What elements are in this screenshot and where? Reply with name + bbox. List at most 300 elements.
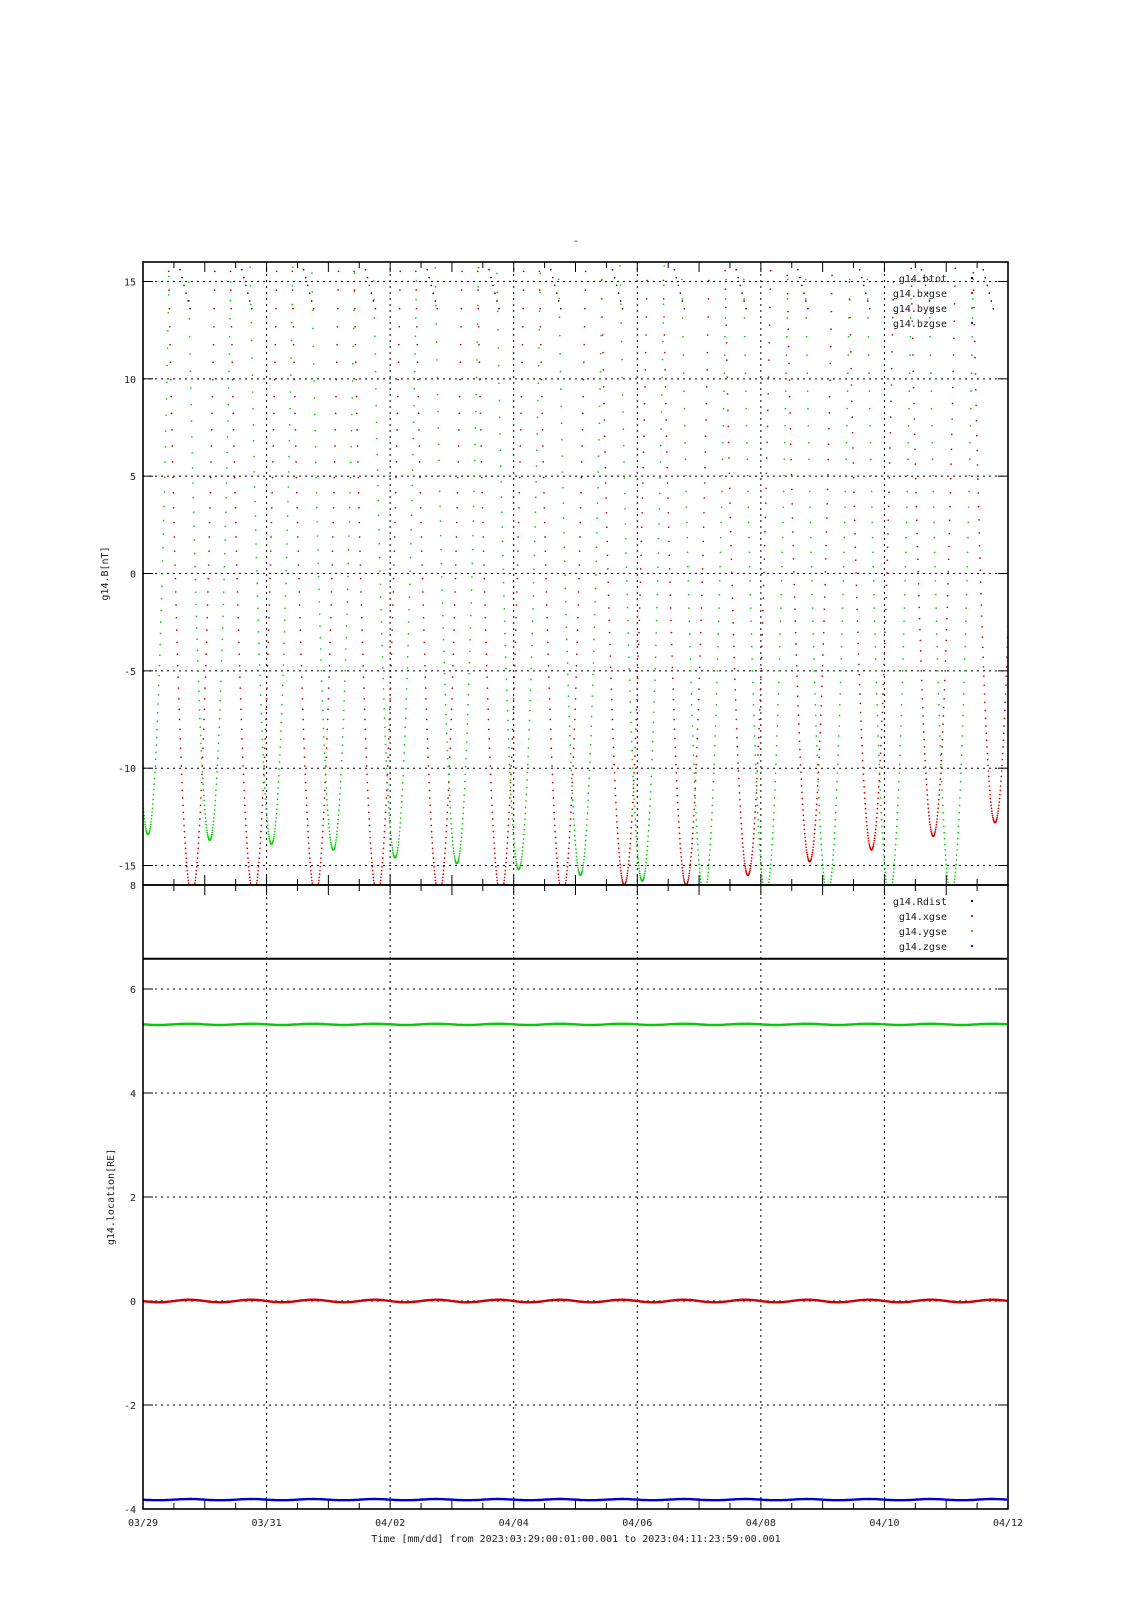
bygse-point [256,570,258,572]
bygse-point [898,789,900,791]
bygse-point [595,588,597,590]
bxgse-point [385,797,387,799]
bxgse-point [249,877,251,879]
bxgse-point [875,825,877,827]
bygse-point [203,800,205,802]
bxgse-point [325,756,327,758]
bygse-point [685,475,687,477]
bygse-point [894,859,896,861]
bygse-point [405,698,407,700]
bygse-point [228,370,230,372]
bxgse-point [868,842,870,844]
bygse-point [894,849,896,851]
bygse-point [725,279,727,281]
bxgse-point [507,837,509,839]
bxgse-point [385,811,387,813]
bxgse-point [207,578,209,580]
bxgse-point [576,665,578,667]
bygse-point [768,881,770,883]
bxgse-point [237,617,239,619]
bygse-point [151,811,153,813]
bxgse-point [231,344,233,346]
bygse-point [476,359,478,361]
bxgse-point [416,326,418,328]
bygse-point [261,713,263,715]
bygse-point [892,881,894,883]
bygse-point [329,830,331,832]
bxgse-point [612,719,614,721]
bygse-point [325,774,327,776]
bxgse-point [1016,289,1018,291]
bxgse-point [789,396,791,398]
bygse-point [165,414,167,416]
bxgse-point [801,798,803,800]
bygse-point [622,428,624,430]
bygse-point [839,704,841,706]
bygse-point [661,411,663,413]
bxgse-point [421,550,423,552]
bxgse-point [857,642,859,644]
bygse-point [335,839,337,841]
bxgse-point [791,489,793,491]
bxgse-point [546,604,548,606]
bxgse-point [947,571,949,573]
bxgse-point [642,482,644,484]
bygse-point [749,551,751,553]
bygse-point [938,704,940,706]
bxgse-point [171,413,173,415]
bxgse-point [437,893,439,895]
bxgse-point [671,644,673,646]
bxgse-point [311,880,313,882]
bxgse-point [540,344,542,346]
bygse-point [960,764,962,766]
btot-point [552,277,554,279]
bxgse-point [922,715,924,717]
bxgse-point [542,429,544,431]
bygse-point [833,844,835,846]
bxgse-point [362,641,364,643]
bxgse-point [395,492,397,494]
bxgse-point [422,578,424,580]
bxgse-point [670,620,672,622]
bxgse-point [615,808,617,810]
bxgse-point [274,361,276,363]
bxgse-point [878,792,880,794]
bxgse-point [883,684,885,686]
bxgse-point [510,765,512,767]
bygse-point [200,735,202,737]
btot-point [861,277,863,279]
bygse-point [779,633,781,635]
bxgse-point [725,306,727,308]
bxgse-point [691,848,693,850]
bxgse-point [235,507,237,509]
bygse-point [945,864,947,866]
bxgse-point [607,568,609,570]
bygse-point [443,639,445,641]
bxgse-point [168,271,170,273]
bxgse-point [866,829,868,831]
bygse-point [907,458,909,460]
bxgse-point [434,870,436,872]
btot-point [680,292,682,294]
bygse-point [205,821,207,823]
bxgse-point [270,536,272,538]
bxgse-point [729,502,731,504]
bxgse-point [181,774,183,776]
bxgse-point [925,778,927,780]
bygse-point [441,589,443,591]
bygse-point [770,859,772,861]
bxgse-point [245,818,247,820]
bxgse-point [1010,532,1012,534]
bygse-point [845,475,847,477]
bxgse-point [728,457,730,459]
bxgse-point [576,653,578,655]
bygse-point [930,372,932,374]
bygse-point [652,750,654,752]
bygse-point [534,526,536,528]
bxgse-point [1013,405,1015,407]
bygse-point [442,627,444,629]
bygse-point [628,656,630,658]
bygse-point [759,849,761,851]
bygse-point [254,486,256,488]
bygse-point [655,644,657,646]
bxgse-point [984,693,986,695]
bygse-point [444,673,446,675]
bxgse-point [394,536,396,538]
bxgse-point [264,747,266,749]
bxgse-point [551,765,553,767]
bxgse-point [614,787,616,789]
btot-point [865,292,867,294]
bxgse-point [759,699,761,701]
bxgse-point [170,361,172,363]
bygse-point [625,552,627,554]
bygse-point [634,812,636,814]
bygse-point [958,812,960,814]
bygse-point [563,546,565,548]
bygse-point [898,772,900,774]
bxgse-point [978,506,980,508]
bygse-point [750,607,752,609]
bxgse-point [434,873,436,875]
bxgse-point [698,688,700,690]
bygse-point [884,864,886,866]
bxgse-point [799,756,801,758]
bygse-point [747,475,749,477]
bygse-point [532,621,534,623]
bxgse-point [887,533,889,535]
bxgse-point [545,550,547,552]
bxgse-point [444,853,446,855]
bxgse-point [938,799,940,801]
bxgse-point [316,893,318,895]
bxgse-point [817,778,819,780]
bygse-point [595,561,597,563]
bxgse-point [921,689,923,691]
bygse-point [593,651,595,653]
bxgse-point [769,324,771,326]
btot-point [990,300,992,302]
bygse-point [762,881,764,883]
bygse-point [268,831,270,833]
bxgse-point [571,782,573,784]
bxgse-point [307,831,309,833]
bxgse-point [635,738,637,740]
bygse-point [745,408,747,410]
btot-point [805,300,807,302]
bygse-point [769,875,771,877]
bygse-point [896,819,898,821]
bxgse-point [396,445,398,447]
bxgse-point [814,824,816,826]
bygse-point [409,570,411,572]
bxgse-point [322,831,324,833]
bygse-point [753,704,755,706]
bygse-point [964,658,966,660]
bygse-point [190,387,192,389]
btot-point [614,277,616,279]
bxgse-point [827,489,829,491]
bygse-point [663,284,665,286]
bxgse-point [791,503,793,505]
bygse-point [530,668,532,670]
bygse-point [258,653,260,655]
bxgse-point [335,413,337,415]
bxgse-point [975,405,977,407]
bygse-point [780,620,782,622]
bygse-point [692,735,694,737]
bxgse-point [742,842,744,844]
bygse-point [315,446,317,448]
bygse-point [527,756,529,758]
bygse-point [629,690,631,692]
bygse-point [222,616,224,618]
bxgse-point [447,797,449,799]
bxgse-point [691,843,693,845]
bygse-point [504,621,506,623]
bygse-point [275,817,277,819]
bxgse-point [395,507,397,509]
bxgse-point [332,536,334,538]
bygse-point [709,849,711,851]
bygse-point [721,506,723,508]
bygse-point [316,507,318,509]
bxgse-point [880,737,882,739]
bygse-point [220,690,222,692]
bxgse-point [674,747,676,749]
bygse-point [577,867,579,869]
bxgse-point [789,412,791,414]
bxgse-point [922,707,924,709]
bygse-point [784,425,786,427]
bxgse-point [397,379,399,381]
bxgse-point [371,866,373,868]
bxgse-point [364,728,366,730]
bygse-point [438,460,440,462]
bygse-point [763,888,765,890]
bygse-point [885,875,887,877]
bygse-point [291,304,293,306]
bxgse-point [572,765,574,767]
bygse-point [138,721,140,723]
bygse-point [410,529,412,531]
bygse-point [773,812,775,814]
bygse-point [475,394,477,396]
bygse-point [338,804,340,806]
bxgse-point [496,873,498,875]
bxgse-point [858,664,860,666]
bygse-point [353,328,355,330]
bxgse-point [517,550,519,552]
bxgse-point [354,308,356,310]
bygse-point [274,828,276,830]
bxgse-point [302,708,304,710]
bxgse-point [206,641,208,643]
bygse-point [718,620,720,622]
bygse-point [399,831,401,833]
bygse-point [764,893,766,895]
bygse-point [624,477,626,479]
bygse-point [785,408,787,410]
bygse-point [468,673,470,675]
bxgse-point [876,821,878,823]
bygse-point [715,715,717,717]
bxgse-point [823,620,825,622]
bxgse-point [802,804,804,806]
bygse-point [944,849,946,851]
bygse-point [697,838,699,840]
bygse-point [930,390,932,392]
bxgse-point [637,655,639,657]
bygse-point [826,892,828,894]
bxgse-point [318,880,320,882]
bxgse-point [213,308,215,310]
bxgse-point [630,838,632,840]
bygse-point [784,442,786,444]
bygse-point [893,868,895,870]
bxgse-point [1011,506,1013,508]
bygse-point [402,789,404,791]
bygse-point [535,511,537,513]
bxgse-point [514,665,516,667]
bygse-point [834,826,836,828]
bxgse-point [804,837,806,839]
bygse-point [950,894,952,896]
bxgse-point [303,728,305,730]
bygse-point [454,857,456,859]
bygse-point [134,621,136,623]
bygse-point [507,720,509,722]
bygse-point [758,826,760,828]
bxgse-point [546,591,548,593]
bxgse-point [886,572,888,574]
bxgse-point [858,674,860,676]
bygse-point [596,517,598,519]
bxgse-point [212,396,214,398]
bxgse-point [638,644,640,646]
bxgse-point [985,725,987,727]
bxgse-point [990,805,992,807]
bxgse-point [704,467,706,469]
bygse-point [818,805,820,807]
bygse-point [693,772,695,774]
bxgse-point [427,756,429,758]
bygse-point [412,454,414,456]
bygse-point [196,638,198,640]
legend-label: g14.bxgse [892,289,947,300]
bxgse-point [318,877,320,879]
bxgse-point [681,860,683,862]
bxgse-point [265,708,267,710]
bygse-point [462,823,464,825]
bygse-point [340,774,342,776]
bxgse-point [399,271,401,273]
bxgse-point [420,507,422,509]
bygse-point [878,754,880,756]
bygse-point [876,704,878,706]
bxgse-point [936,818,938,820]
bxgse-point [374,889,376,891]
bxgse-point [264,738,266,740]
bygse-point [449,794,451,796]
bygse-point [963,682,965,684]
bxgse-point [668,526,670,528]
bygse-point [389,822,391,824]
bygse-point [330,839,332,841]
bygse-point [633,783,635,785]
bxgse-point [827,459,829,461]
bygse-point [451,837,453,839]
bxgse-point [889,447,891,449]
bygse-point [287,486,289,488]
bygse-point [826,894,828,896]
bygse-point [163,506,165,508]
bxgse-point [521,361,523,363]
bygse-point [321,670,323,672]
bygse-point [347,576,349,578]
bygse-point [341,767,343,769]
bygse-point [375,371,377,373]
bxgse-point [385,804,387,806]
bxgse-point [574,708,576,710]
bxgse-point [743,854,745,856]
bygse-point [651,759,653,761]
bygse-point [435,323,437,325]
bxgse-point [918,583,920,585]
bygse-point [165,446,167,448]
y-tick-label: -2 [123,1401,136,1412]
bxgse-point [745,869,747,871]
bygse-point [946,872,948,874]
bygse-point [216,777,218,779]
bxgse-point [418,413,420,415]
bygse-point [259,685,261,687]
bxgse-point [553,804,555,806]
bxgse-point [618,848,620,850]
bxgse-point [727,409,729,411]
bxgse-point [667,482,669,484]
bygse-point [415,299,417,301]
bygse-point [936,646,938,648]
bxgse-point [751,860,753,862]
bygse-point [134,610,136,612]
bxgse-point [620,873,622,875]
bxgse-point [549,708,551,710]
